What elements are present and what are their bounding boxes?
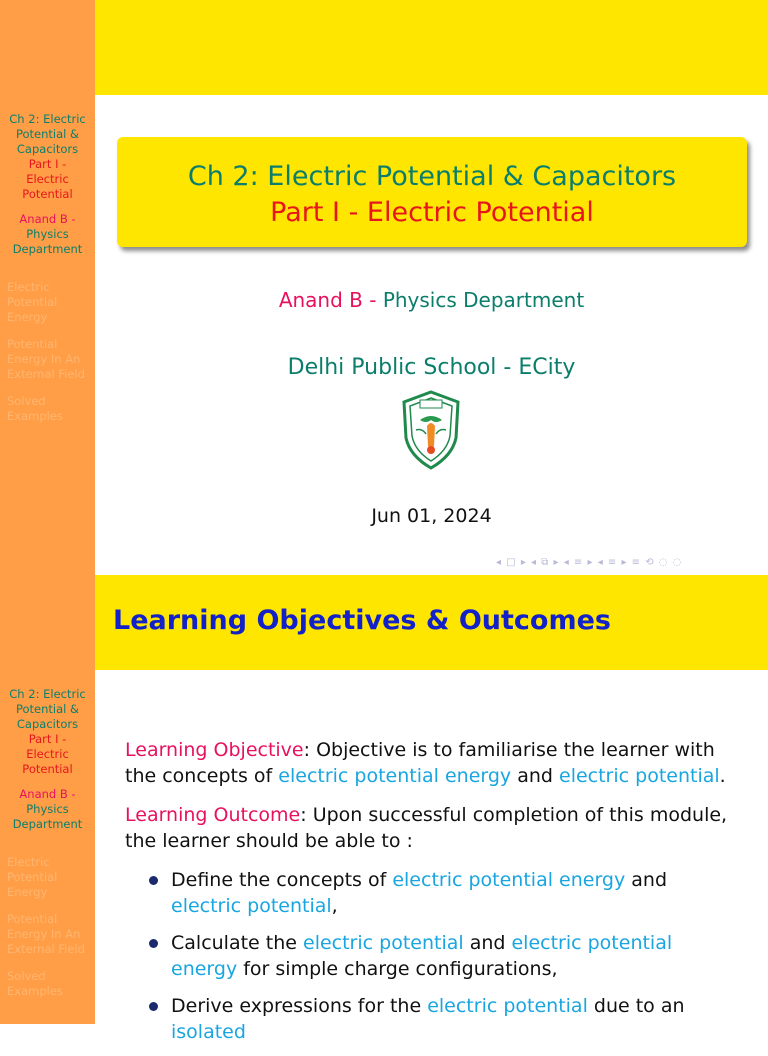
punctuation: .: [719, 765, 726, 787]
sidebar-author-line: Physics: [26, 227, 69, 241]
keyword: electric potential: [303, 932, 464, 954]
section-line: Energy: [7, 885, 48, 899]
section-line: Examples: [7, 984, 63, 998]
sidebar-title[interactable]: [0, 687, 95, 732]
header-bar: [95, 0, 768, 95]
item-text: Calculate the: [171, 932, 303, 954]
sidebar-subtitle-line: Part I -: [28, 732, 67, 746]
section-line: Electric: [7, 855, 50, 869]
sidebar-section-link[interactable]: [0, 969, 95, 999]
sidebar-title-line: Potential &: [15, 702, 79, 716]
item-text: due to an: [587, 995, 685, 1017]
sidebar-title-line: Potential &: [15, 127, 79, 141]
sidebar-title-line: Capacitors: [16, 142, 79, 156]
section-line: Examples: [7, 409, 63, 423]
outcome-list: [125, 867, 740, 1045]
sidebar-subtitle-line: Part I -: [28, 157, 67, 171]
author-department: Physics Department: [382, 288, 585, 312]
section-line: Energy In An: [7, 927, 81, 941]
section-line: External Field: [7, 367, 85, 381]
section-line: Potential: [7, 912, 58, 926]
objective-text: : Objective is to familiarise the learner with the concepts of: [125, 739, 715, 787]
author-name: Anand B: [278, 288, 363, 312]
learning-objective: [125, 737, 740, 789]
item-text: and: [463, 932, 512, 954]
title-block: [117, 137, 747, 247]
learning-outcome: [125, 802, 740, 854]
section-line: Solved: [7, 969, 46, 983]
sidebar-subtitle[interactable]: [0, 732, 95, 777]
objectives-slide: [0, 575, 768, 1043]
sidebar-section-link[interactable]: [0, 280, 95, 325]
sidebar-title-line: Ch 2: Electric: [9, 687, 86, 701]
bullet-icon: [149, 939, 158, 948]
institute: Delhi Public School - ECity: [287, 355, 576, 380]
sidebar-author-line: Anand B -: [19, 212, 76, 226]
sidebar-author[interactable]: [0, 787, 95, 802]
bullet-icon: [149, 876, 158, 885]
frame-title: Learning Objectives & Outcomes: [113, 605, 611, 636]
sidebar-section-link[interactable]: [0, 912, 95, 957]
section-line: Potential: [7, 870, 58, 884]
sidebar-subtitle-line: Electric: [26, 747, 69, 761]
keyword: electric potential energy: [171, 932, 673, 980]
keyword: electric potential energy: [278, 765, 512, 787]
sidebar-subtitle-line: Potential: [22, 762, 73, 776]
bullet-icon: [149, 1002, 158, 1011]
item-text: Define the concepts of: [171, 869, 393, 891]
sidebar-author-dept[interactable]: [0, 227, 95, 257]
outcome-text: : Upon successful completion of this module, the learner should be able to :: [125, 804, 728, 852]
sidebar-subtitle-line: Potential: [22, 187, 73, 201]
sidebar-author-dept[interactable]: [0, 802, 95, 832]
sidebar-author[interactable]: [0, 212, 95, 227]
keyword: isolated: [171, 1021, 246, 1043]
item-text: Derive expressions for the: [171, 995, 428, 1017]
sidebar-section-link[interactable]: [0, 394, 95, 424]
item-text: ,: [331, 895, 338, 917]
item-text: and: [625, 869, 668, 891]
conjunction: and: [511, 765, 559, 787]
author-line: [95, 288, 768, 312]
keyword: electric potential: [559, 765, 720, 787]
presentation-subtitle: Part I - Electric Potential: [270, 197, 594, 228]
sidebar-section-link[interactable]: [0, 337, 95, 382]
keyword: electric potential: [171, 895, 332, 917]
item-text: for simple charge configurations,: [237, 958, 558, 980]
sidebar-title-line: Capacitors: [16, 717, 79, 731]
objective-label: Learning Objective: [125, 739, 304, 761]
slide-content: [125, 737, 740, 1056]
keyword: electric potential: [427, 995, 588, 1017]
section-line: External Field: [7, 942, 85, 956]
section-line: Solved: [7, 394, 46, 408]
sidebar-title-line: Ch 2: Electric: [9, 112, 86, 126]
sidebar-subtitle[interactable]: [0, 157, 95, 202]
presentation-title: Ch 2: Electric Potential & Capacitors: [187, 161, 677, 192]
sidebar-subtitle-line: Electric: [26, 172, 69, 186]
list-item: [125, 993, 740, 1045]
beamer-nav-controls[interactable]: ◂ □ ▸ ◂ ⧉ ▸ ◂ ≡ ▸ ◂ ≡ ▸ ≡ ⟲ ◌ ◌: [496, 557, 683, 568]
section-line: Energy In An: [7, 352, 81, 366]
outcome-label: Learning Outcome: [125, 804, 301, 826]
sidebar-author-line: Department: [12, 242, 83, 256]
section-line: Electric: [7, 280, 50, 294]
sidebar-section-link[interactable]: [0, 855, 95, 900]
keyword: electric potential energy: [392, 869, 626, 891]
sidebar-author-line: Physics: [26, 802, 69, 816]
list-item: [125, 930, 740, 982]
school-crest-logo: [400, 390, 462, 470]
sidebar-author-line: Anand B -: [19, 787, 76, 801]
section-line: Potential: [7, 295, 58, 309]
sidebar-author-line: Department: [12, 817, 83, 831]
author-separator: -: [362, 288, 383, 312]
sidebar-title[interactable]: [0, 112, 95, 157]
section-line: Potential: [7, 337, 58, 351]
list-item: [125, 867, 740, 919]
sidebar-nav: [0, 112, 95, 424]
section-line: Energy: [7, 310, 48, 324]
sidebar-nav: [0, 687, 95, 999]
presentation-date: Jun 01, 2024: [371, 505, 492, 527]
